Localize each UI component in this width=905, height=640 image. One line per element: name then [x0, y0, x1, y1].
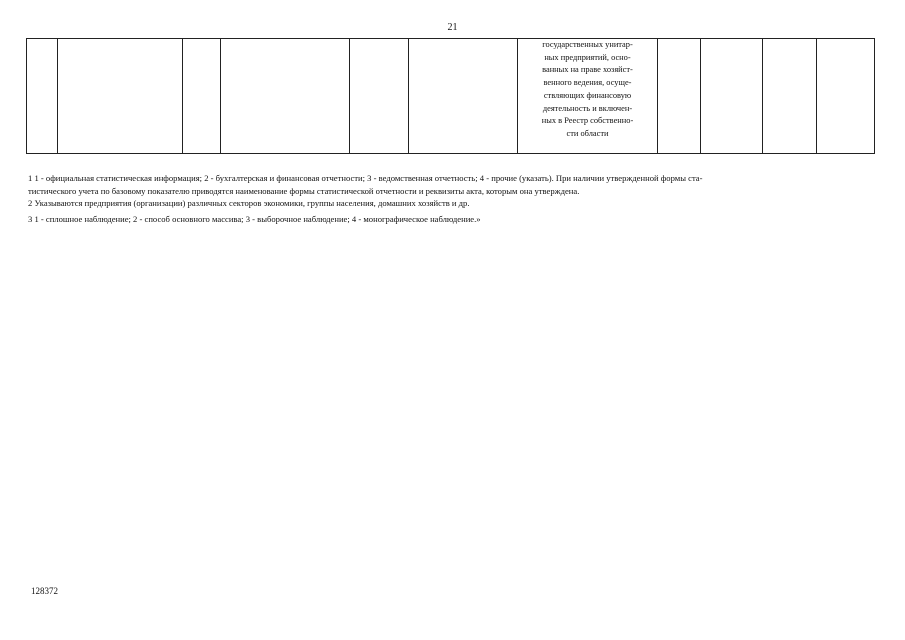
- footnotes: [28, 172, 876, 225]
- table-cell-1: [27, 39, 58, 154]
- table-cell-4: [221, 39, 350, 154]
- continuation-table: [26, 38, 875, 154]
- cell-line: венного ведения, осуще-: [543, 78, 632, 88]
- cell-line: ных в Реестр собственно-: [541, 116, 634, 126]
- document-code: 128372: [31, 586, 58, 596]
- cell-line: сти области: [566, 128, 609, 138]
- table-row: [27, 39, 875, 154]
- table-cell-2: [58, 39, 183, 154]
- footnote-1-line-2: тистического учета по базовому показателю приводятся наименование формы статистической отчетности и реквизиты акта, которым она утверждена.: [28, 185, 580, 196]
- page-number: 21: [447, 22, 458, 33]
- cell-line: ствляющих финансовую: [543, 90, 632, 100]
- table-cell-10: [763, 39, 817, 154]
- footnote-1-line-1: 1 1 - официальная статистическая информация; 2 - бухгалтерская и финансовая отчетности; 3 - ведомственная отчетность; 4 - прочие (указать). При наличии утвержденной формы ста-: [28, 173, 703, 183]
- cell-line: государственных унитар-: [542, 40, 633, 49]
- footnote-2: 2 Указываются предприятия (организации) различных секторов экономики, группы населения, домашних хозяйств и др.: [28, 198, 470, 209]
- table-cell-9: [701, 39, 763, 154]
- table-cell-6: [409, 39, 518, 154]
- table-cell-5: [350, 39, 409, 154]
- footnote-3: 3 1 - сплошное наблюдение; 2 - способ основного массива; 3 - выборочное наблюдение; 4 - монографическое наблюдение.»: [28, 213, 481, 224]
- table-cell-8: [658, 39, 701, 154]
- cell-line: ных предприятий, осно-: [544, 52, 631, 62]
- table-cell-11: [817, 39, 875, 154]
- table-cell-3: [183, 39, 221, 154]
- cell-line: ванных на праве хозяйст-: [542, 65, 633, 75]
- table-cell-description: [518, 39, 658, 154]
- cell-line: деятельность и включен-: [542, 103, 633, 113]
